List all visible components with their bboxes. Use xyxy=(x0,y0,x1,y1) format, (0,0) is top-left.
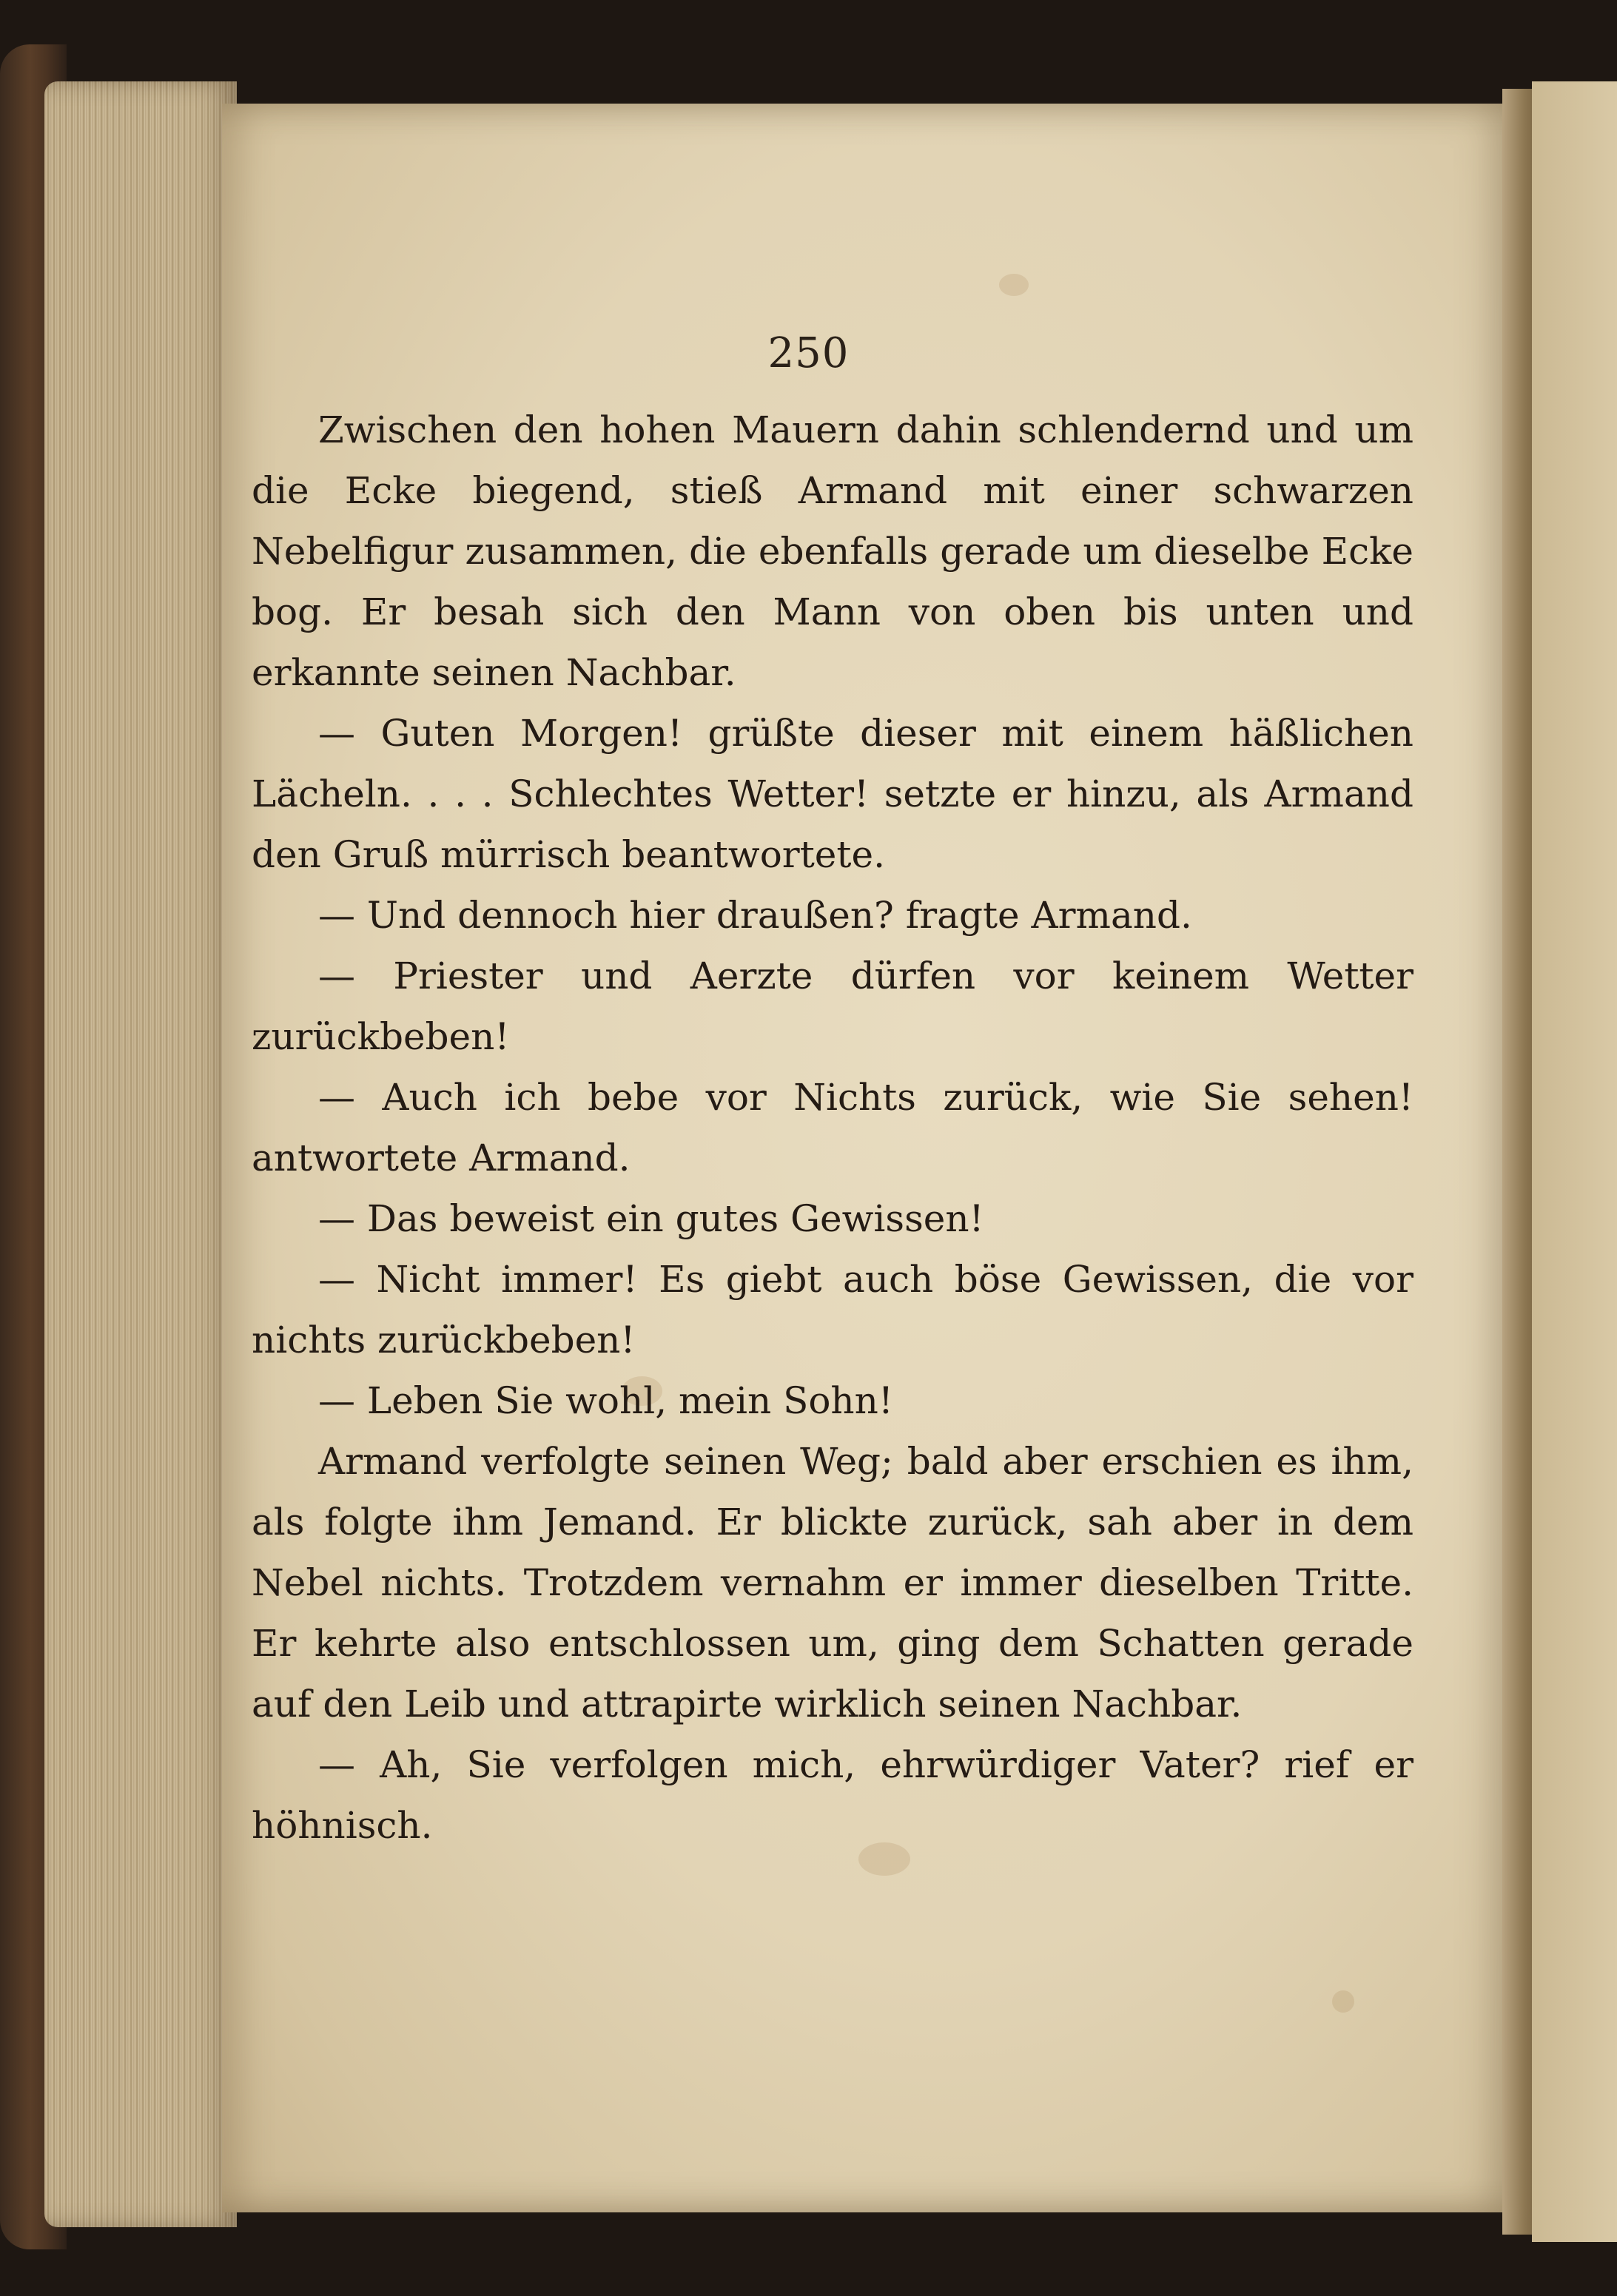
page-number: 250 xyxy=(767,329,850,377)
page-edges xyxy=(44,81,237,2227)
paragraph: — Auch ich bebe vor Nichts zurück, wie Sie sehen! antwortete Armand. xyxy=(252,1076,1413,1179)
paragraph: — Leben Sie wohl, mein Sohn! xyxy=(318,1379,893,1422)
foxing-spot xyxy=(1332,1990,1354,2013)
paragraph: — Priester und Aerzte dürfen vor keinem Wetter zurückbeben! xyxy=(252,955,1413,1058)
paragraph: — Ah, Sie verfolgen mich, ehrwürdiger Vater? rief er höhnisch. xyxy=(252,1743,1413,1847)
paragraph: — Das beweist ein gutes Gewissen! xyxy=(318,1197,984,1240)
paragraph: — Nicht immer! Es giebt auch böse Gewissen, die vor nichts zurückbeben! xyxy=(252,1258,1413,1361)
facing-page-edge xyxy=(1532,81,1617,2242)
page-text xyxy=(252,400,1413,1856)
paragraph: Armand verfolgte seinen Weg; bald aber erschien es ihm, als folgte ihm Jemand. Er blickte zurück, sah aber in dem Nebel nichts. Trotzdem vernahm er immer dieselben Tritte. Er kehrte also entschlossen um, ging dem Schatten gerade auf den Leib und attrapirte wirklich seinen Nachbar. xyxy=(252,1440,1413,1726)
paragraph: — Und dennoch hier draußen? fragte Armand. xyxy=(318,894,1192,937)
paragraph: Zwischen den hohen Mauern dahin schlendernd und um die Ecke biegend, stieß Armand mit einer schwarzen Nebelfigur zusammen, die ebenfalls gerade um dieselbe Ecke bog. Er besah sich den Mann von oben bis unten und erkannte seinen Nachbar. xyxy=(252,408,1413,694)
paragraph: — Guten Morgen! grüßte dieser mit einem häßlichen Lächeln. . . . Schlechtes Wetter! setzte er hinzu, als Armand den Gruß mürrisch beantwortete. xyxy=(252,712,1413,876)
foxing-spot xyxy=(999,274,1029,296)
